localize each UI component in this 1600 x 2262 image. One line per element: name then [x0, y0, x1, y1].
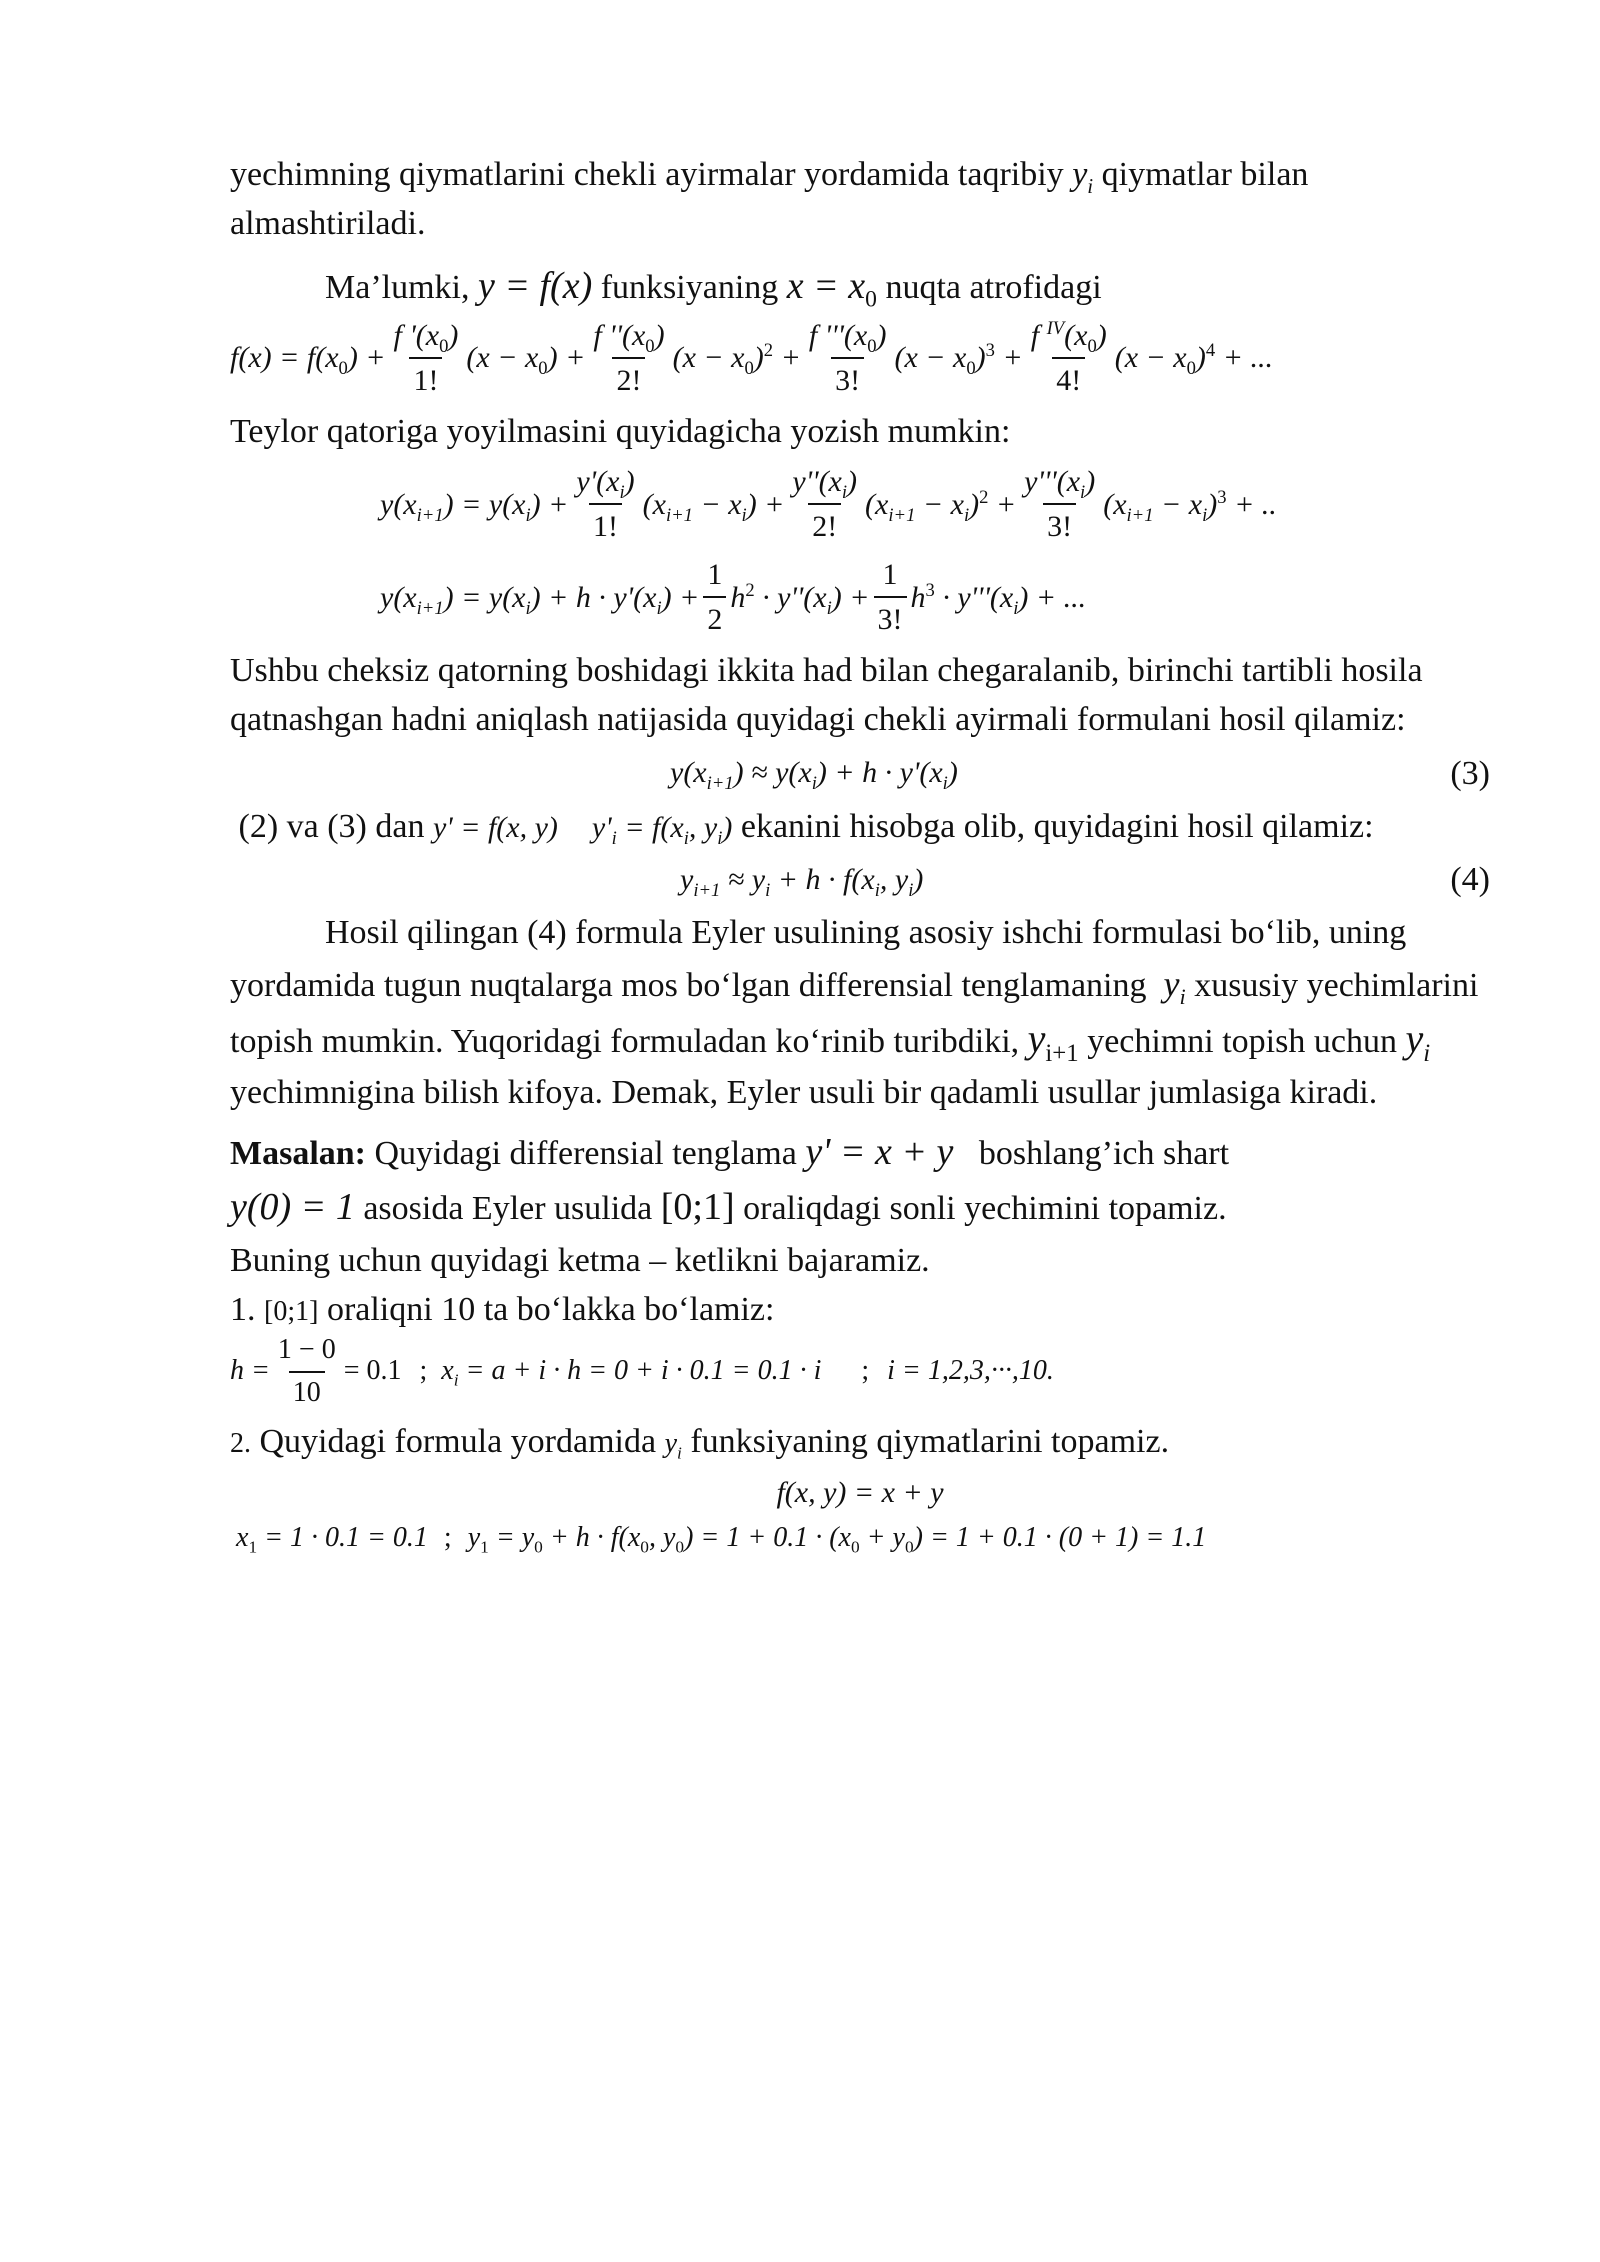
- paragraph-euler: Hosil qilingan (4) formula Eyler usulining asosiy ishchi formulasi bo‘lib, uning yordamida tugun nuqtalarga mos bo‘lgan differensial tenglamaning $y_i$ xususiy yechimlarini topish mumkin. Yuqoridagi formuladan ko‘rinib turibdiki, $y_{i+1}$ yechimni topish uchun $y_i$ yechimnigina bilish kifoya. Demak, Eyler usuli bir qadamli usullar jumlasiga kiradi.: [230, 914, 1479, 1112]
- paragraph-example: Masalan: Quyidagi differensial tenglama y' = x + y boshlang’ich shart y(0) = 1 asosida Eyler usulida [0;1] oraliqdagi sonli yechimini topamiz.: [230, 1131, 1230, 1229]
- paragraph-steps-intro: Buning uchun quyidagi ketma – ketlikni bajaramiz.: [230, 1241, 930, 1279]
- step-1: 1. [0;1] oraliqni 10 ta bo‘lakka bo‘lamiz:: [230, 1290, 775, 1328]
- paragraph-taylor: Teylor qatoriga yoyilmasini quyidagicha yozish mumkin:: [230, 412, 1011, 450]
- math-x-eq-x0: $x = x_0$: [786, 264, 877, 313]
- paragraph-known: Ma’lumki, y = f(x) funksiyaning $x = x_0$ nuqta atrofidagi: [325, 264, 1102, 313]
- math-y-prime: y' = f(x, y): [432, 810, 558, 844]
- step-2: 2. Quyidagi formula yordamida $y_i$ funksiyaning qiymatlarini topamiz.: [230, 1423, 1170, 1463]
- paragraph-intro: yechimning qiymatlarini chekli ayirmalar yordamida taqribiy $y_i$ qiymatlar bilan almashtiriladi.: [230, 156, 1309, 243]
- math-yi: $y_i$: [1072, 156, 1094, 198]
- math-y-eq-fx: y = f(x): [477, 264, 593, 307]
- math-initial-condition: y(0) = 1: [230, 1186, 355, 1229]
- paragraph-truncation: Ushbu cheksiz qatorning boshidagi ikkita had bilan chegaralanib, birinchi tartibli hosila qatnashgan hadni aniqlash natijasida quyidagi chekli ayirmali formulani hosil qilamiz:: [230, 651, 1423, 739]
- equation-step-first: $x_1 = 1 \cdot 0.1 = 0.1$ ; $y_1 = y_0 + h \cdot f(x_0$, $y_0) = 1 + 0.1 \cdot (x_0 + y_0) = 1 + 0.1 \cdot (0 + 1) = 1.1$: [236, 1522, 1207, 1557]
- equation-step-h: h = $\frac{1 - 0}{10}$ = 0.1 ; $x_i = a + i \cdot h = 0 + i \cdot 0.1 = 0.1 \cdot i$ ; i = 1,2,3,···,10.: [230, 1330, 1490, 1413]
- example-label: Masalan:: [230, 1135, 366, 1173]
- document-page: [230, 150, 1490, 1563]
- equation-taylor-y: $y(x_{i+1}) = y(x_i)$ + $\frac{y'(x_i)}{1!}$ $(x_{i+1} - x_i)$ + $\frac{y''(x_i)}{2!}$ $(x_{i+1} - x_i)^2$ + $\frac{y'''(x_i)}{3!}$ $(x_{i+1} - x_i)^3$ + ..: [380, 460, 1490, 549]
- equation-3-label: (3): [1450, 754, 1490, 792]
- equation-3: $y(x_{i+1}) \approx y(x_i) + h \cdot y'(x_i)$ (3): [230, 749, 1490, 798]
- equation-4: $y_{i+1} \approx y_i + h \cdot f(x_i$, $y_i$) (4): [230, 855, 1490, 904]
- equation-taylor-h: $y(x_{i+1}) = y(x_i) + h \cdot y'(x_i)$ + $\frac{1}{2}$ $h^2 \cdot y''(x_i)$ + $\frac{1}{3!}$ $h^3 \cdot y'''(x_i)$ + ...: [380, 553, 1490, 642]
- equation-4-label: (4): [1450, 861, 1490, 899]
- math-yi-prime: $y'_i = f(x_i$, $y_i$): [591, 810, 733, 849]
- math-diff-eq: y' = x + y: [805, 1131, 954, 1174]
- paragraph-from-2-3: (2) va (3) dan y' = f(x, y) $y'_i = f(x_i$, $y_i$) ekanini hisobga olib, quyidagini hosil qilamiz:: [238, 807, 1374, 849]
- math-interval: [0;1]: [660, 1186, 735, 1229]
- equation-fxy: f(x, y) = x + y: [776, 1475, 944, 1509]
- equation-taylor-general: $f(x) = f(x_0)$ + $\frac{f '(x_0)}{1!}$ $(x - x_0)$ + $\frac{f ''(x_0)}{2!}$ $(x - x_0)^2$ + $\frac{f '''(x_0)}{3!}$ $(x - x_0)^3$ + $\frac{f ^{IV}(x_0)}{4!}$ $(x - x_0)^4$ + ...: [230, 314, 1490, 403]
